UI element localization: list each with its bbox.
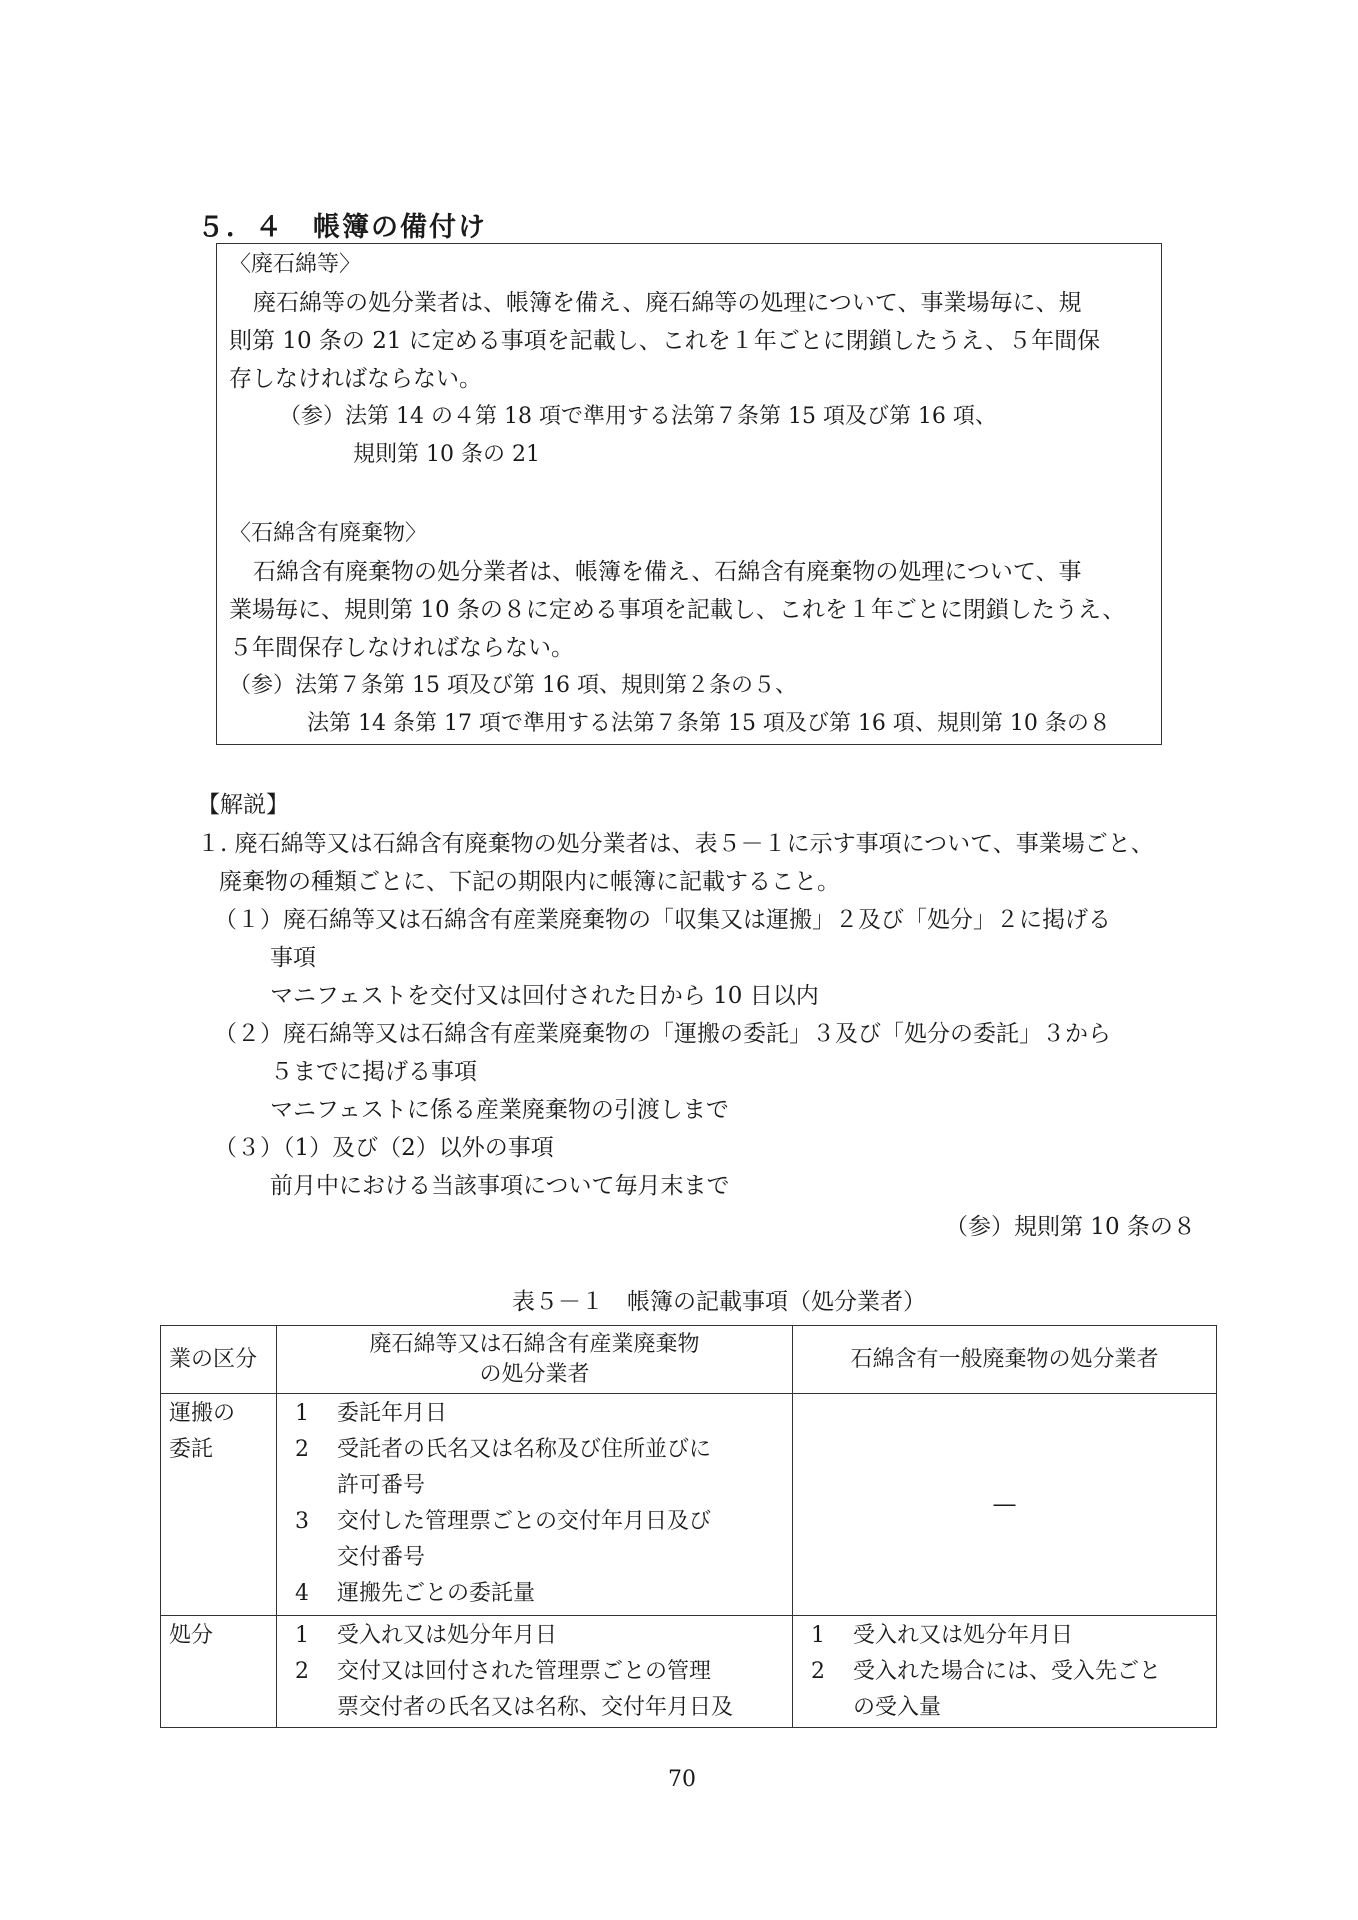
item-number: 2 xyxy=(811,1659,825,1684)
asbestos-waste-label: 〈廃石綿等〉 xyxy=(229,252,362,277)
commentary-item-title: （２）廃石綿等又は石綿含有産業廃棄物の「運搬の委託」３及び「処分の委託」３から xyxy=(214,1021,1111,1047)
item-text-line: 票交付者の氏名又は名称、交付年月日及 xyxy=(337,1695,734,1720)
item-text: 運搬先ごとの委託量 xyxy=(337,1581,536,1606)
list-item xyxy=(285,1396,784,1432)
asbestos-waste-body-line: 存しなければならない。 xyxy=(229,366,482,392)
commentary-item-deadline: マニフェストを交付又は回付された日から 10 日以内 xyxy=(270,983,819,1009)
industrial-items xyxy=(277,1616,793,1728)
table-caption: 表５－１ 帳簿の記載事項（処分業者） xyxy=(512,1289,926,1315)
general-items xyxy=(793,1616,1217,1728)
list-item xyxy=(801,1618,1208,1654)
asbestos-waste-body-line: 則第 10 条の 21 に定める事項を記載し、これを１年ごとに閉鎖したうえ、５年間保 xyxy=(229,328,1101,354)
asbestos-containing-reference: 法第 14 条第 17 項で準用する法第７条第 15 項及び第 16 項、規則第 10 条の８ xyxy=(307,711,1111,736)
commentary-intro-line: 廃棄物の種類ごとに、下記の期限内に帳簿に記載すること。 xyxy=(219,869,840,895)
item-text-line: の受入量 xyxy=(853,1695,942,1720)
commentary-item-title: （１）廃石綿等又は石綿含有産業廃棄物の「収集又は運搬」２及び「処分」２に掲げる xyxy=(214,907,1111,933)
commentary-label: 【解説】 xyxy=(197,792,289,818)
item-number: 4 xyxy=(295,1581,309,1606)
item-text xyxy=(337,1654,784,1726)
table-header-row xyxy=(161,1326,1217,1394)
category-line: 委託 xyxy=(169,1437,214,1462)
item-number: 1 xyxy=(295,1401,309,1426)
item-text: 委託年月日 xyxy=(337,1401,448,1426)
item-number: 3 xyxy=(295,1509,309,1534)
item-text-line: 受入れた場合には、受入先ごと xyxy=(853,1659,1162,1684)
list-item xyxy=(285,1504,784,1576)
page-number: 70 xyxy=(668,1767,696,1792)
row-category xyxy=(161,1616,277,1728)
commentary-item-title: 事項 xyxy=(270,945,316,971)
list-item xyxy=(285,1432,784,1504)
item-text xyxy=(853,1654,1208,1726)
item-number: 1 xyxy=(295,1623,309,1648)
item-text-line: 許可番号 xyxy=(337,1473,426,1498)
category-line: 運搬の xyxy=(169,1401,236,1426)
commentary-item-title: （３）（1）及び（2）以外の事項 xyxy=(214,1135,554,1161)
item-text xyxy=(337,1432,784,1504)
commentary-item-title: ５までに掲げる事項 xyxy=(270,1059,477,1085)
item-text-line: 交付番号 xyxy=(337,1545,426,1570)
asbestos-containing-label: 〈石綿含有廃棄物〉 xyxy=(229,521,428,546)
table-row xyxy=(161,1616,1217,1728)
commentary-item-deadline: マニフェストに係る産業廃棄物の引渡しまで xyxy=(270,1097,729,1123)
header-general-disposer: 石綿含有一般廃棄物の処分業者 xyxy=(793,1326,1217,1394)
records-table xyxy=(160,1325,1217,1728)
item-number: 1 xyxy=(811,1623,825,1648)
list-item xyxy=(285,1618,784,1654)
item-text xyxy=(337,1504,784,1576)
item-text-line: 受託者の氏名又は名称及び住所並びに xyxy=(337,1437,712,1462)
industrial-items xyxy=(277,1394,793,1616)
asbestos-containing-body-line: ５年間保存しなければならない。 xyxy=(229,635,574,661)
asbestos-waste-reference: 規則第 10 条の 21 xyxy=(353,442,540,467)
item-text-line: 交付した管理票ごとの交付年月日及び xyxy=(337,1509,712,1534)
regulation-box xyxy=(216,243,1162,745)
category-line: 処分 xyxy=(169,1623,214,1648)
header-industrial-line: 廃石綿等又は石綿含有産業廃棄物 xyxy=(369,1331,700,1357)
asbestos-containing-body-line: 業場毎に、規則第 10 条の８に定める事項を記載し、これを１年ごとに閉鎖したうえ、 xyxy=(229,597,1126,623)
header-industrial-line: の処分業者 xyxy=(479,1361,590,1387)
list-item xyxy=(285,1654,784,1726)
item-text: 受入れ又は処分年月日 xyxy=(337,1623,558,1648)
item-text-line: 交付又は回付された管理票ごとの管理 xyxy=(337,1659,712,1684)
commentary-reference: （参）規則第 10 条の８ xyxy=(945,1214,1196,1240)
list-item xyxy=(285,1576,784,1612)
list-item xyxy=(801,1654,1208,1726)
asbestos-containing-reference: （参）法第７条第 15 項及び第 16 項、規則第２条の５、 xyxy=(229,673,797,698)
general-not-applicable: ― xyxy=(793,1394,1217,1616)
header-business-category: 業の区分 xyxy=(161,1326,277,1394)
asbestos-waste-reference: （参）法第 14 の４第 18 項で準用する法第７条第 15 項及び第 16 項、 xyxy=(279,404,997,429)
asbestos-waste-body-line: 廃石綿等の処分業者は、帳簿を備え、廃石綿等の処理について、事業場毎に、規 xyxy=(253,290,1082,316)
item-number: 2 xyxy=(295,1437,309,1462)
row-category xyxy=(161,1394,277,1616)
item-text: 受入れ又は処分年月日 xyxy=(853,1623,1074,1648)
table-row xyxy=(161,1394,1217,1616)
commentary-intro-line: １. 廃石綿等又は石綿含有廃棄物の処分業者は、表５－１に示す事項について、事業場ごと、 xyxy=(197,831,1154,857)
header-industrial-disposer xyxy=(277,1326,793,1394)
asbestos-containing-body-line: 石綿含有廃棄物の処分業者は、帳簿を備え、石綿含有廃棄物の処理について、事 xyxy=(253,559,1082,585)
commentary-item-deadline: 前月中における当該事項について毎月末まで xyxy=(270,1173,730,1199)
item-number: 2 xyxy=(295,1659,309,1684)
section-heading: ５．４ 帳簿の備付け xyxy=(197,212,487,243)
